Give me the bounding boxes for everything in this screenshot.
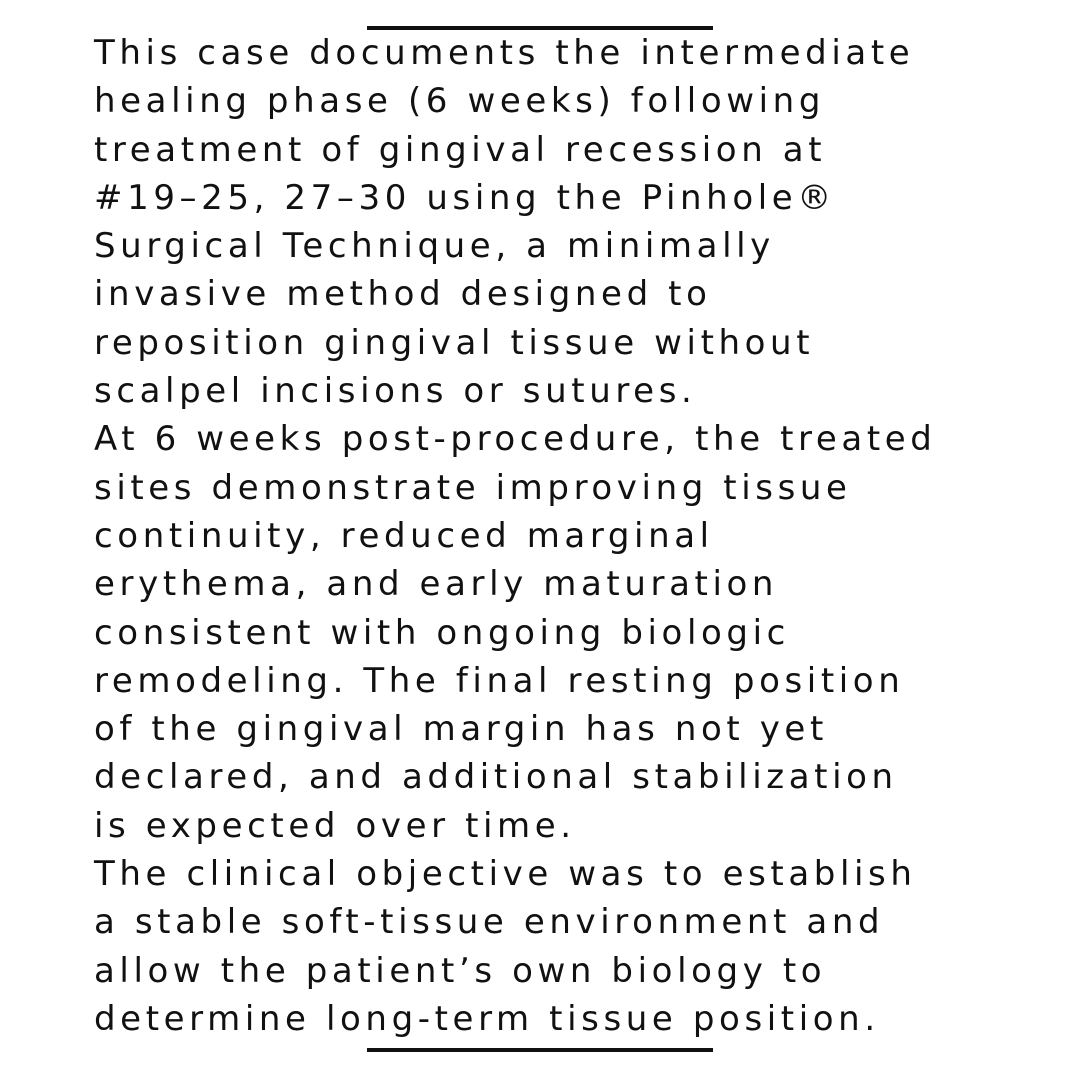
text-line: of the gingival margin has not yet — [94, 709, 828, 750]
text-line: consistent with ongoing biologic — [94, 612, 790, 653]
text-line: erythema, and early maturation — [94, 564, 779, 605]
text-line: At 6 weeks post-procedure, the treated — [94, 419, 937, 460]
text-line: is expected over time. — [94, 805, 576, 846]
text-line: a stable soft-tissue environment and — [94, 902, 885, 943]
bottom-divider — [367, 1048, 713, 1052]
text-line: reposition gingival tissue without — [94, 322, 815, 363]
text-line: determine long-term tissue position. — [94, 998, 880, 1039]
text-line: The clinical objective was to establish — [94, 854, 917, 895]
case-description — [94, 29, 1054, 1043]
paragraph-healing-status — [94, 415, 1054, 850]
text-line: sites demonstrate improving tissue — [94, 467, 852, 508]
text-line: Surgical Technique, a minimally — [94, 226, 775, 267]
text-line: This case documents the intermediate — [94, 33, 915, 73]
text-line: scalpel incisions or sutures. — [94, 371, 697, 412]
text-line: continuity, reduced marginal — [94, 515, 714, 556]
text-line: treatment of gingival recession at — [94, 129, 827, 170]
text-line: healing phase (6 weeks) following — [94, 81, 826, 122]
text-line: invasive method designed to — [94, 274, 712, 315]
text-line: declared, and additional stabilization — [94, 757, 898, 798]
text-line: allow the patient’s own biology to — [94, 950, 827, 991]
paragraph-procedure — [94, 29, 1054, 415]
text-line: remodeling. The final resting position — [94, 660, 905, 701]
text-line: #19–25, 27–30 using the Pinhole® — [94, 177, 836, 218]
paragraph-objective — [94, 850, 1054, 1043]
